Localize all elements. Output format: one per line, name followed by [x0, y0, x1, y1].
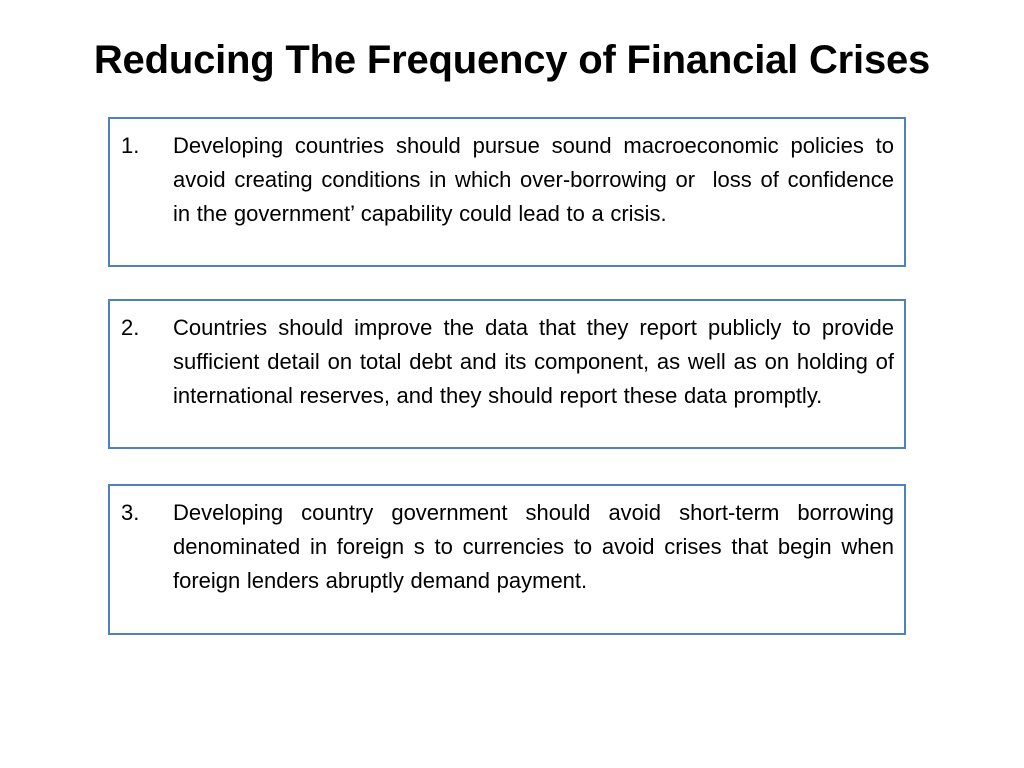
point-number: 1.	[121, 133, 140, 158]
point-box-2	[108, 299, 906, 449]
point-box-1	[108, 117, 906, 267]
point-text: Developing countries should pursue sound macroeconomic policies to avoid creating conditions in which over-borrowing or loss of confidence in the government’ capability could lead to a crisis.	[173, 133, 901, 226]
point-box-3	[108, 484, 906, 635]
point-text: Developing country government should avoid short-term borrowing denominated in foreign s to currencies to avoid crises that begin when foreign lenders abruptly demand payment.	[173, 500, 901, 593]
slide-title: Reducing The Frequency of Financial Crises	[93, 38, 931, 82]
point-number: 2.	[121, 315, 140, 340]
point-text: Countries should improve the data that they report publicly to provide sufficient detail on total debt and its component, as well as on holding of international reserves, and they should report these data promptly.	[173, 315, 901, 408]
point-number: 3.	[121, 500, 140, 525]
